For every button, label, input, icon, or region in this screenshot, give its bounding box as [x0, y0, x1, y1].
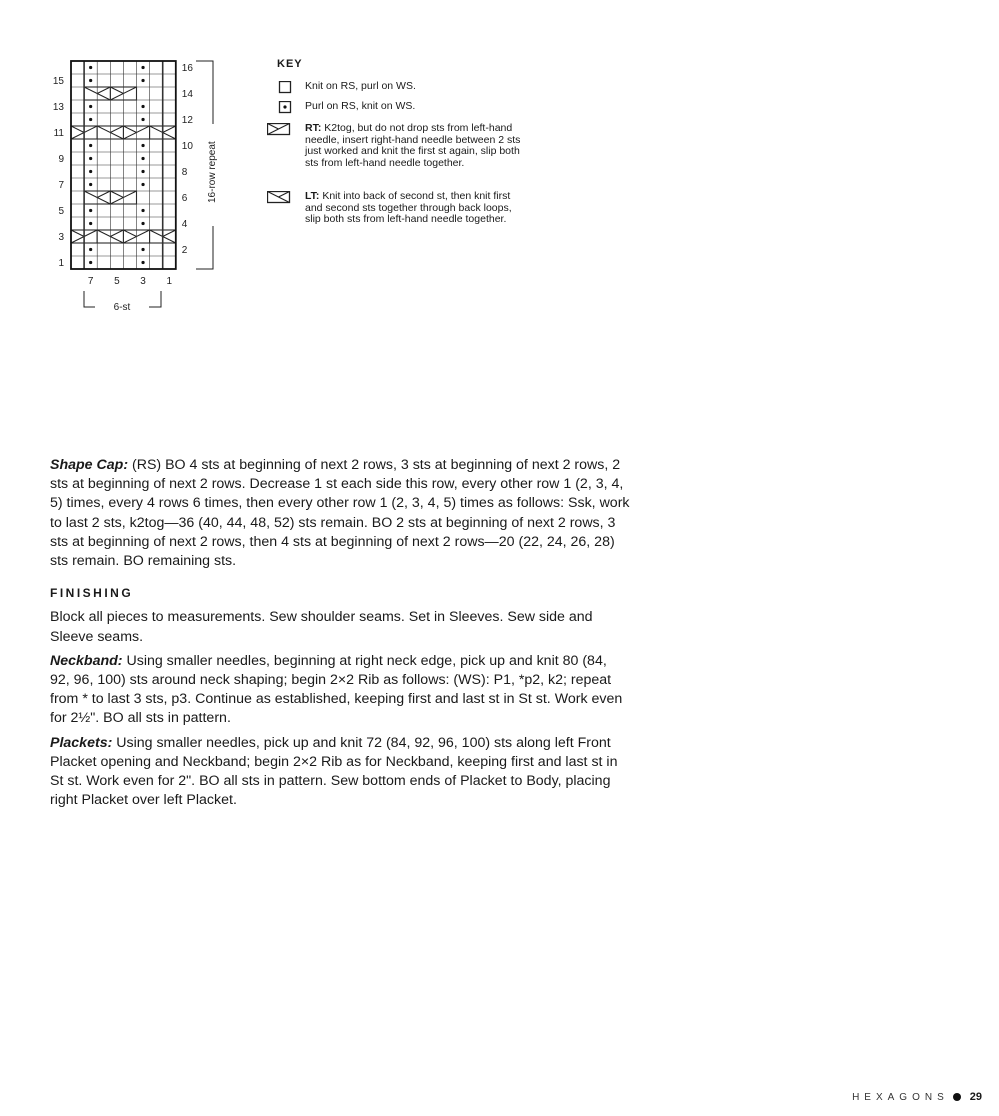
row-number-left: 9	[58, 154, 64, 165]
finishing-heading: FINISHING	[50, 586, 134, 601]
row-number-right: 4	[181, 219, 188, 230]
purl-stitch-mark	[141, 209, 144, 212]
purl-stitch-mark	[89, 66, 92, 69]
purl-symbol-icon	[267, 101, 303, 115]
bullet-icon	[953, 1093, 961, 1101]
purl-stitch-mark	[141, 248, 144, 251]
knit-symbol-icon	[267, 81, 303, 95]
row-number-left: 13	[52, 102, 64, 113]
neckband-body: Using smaller needles, beginning at right neck edge, pick up and knit 80 (84, 92, 96, 100) sts around neck shaping; begin 2×2 Rib as follows: (WS): P1, *p2, k2; repeat from * to last 3 sts, p3. Continue as established, keeping first and last st in St st. Work even for 2½". BO all sts in pattern.	[50, 652, 623, 727]
purl-stitch-mark	[141, 261, 144, 264]
purl-stitch-mark	[141, 144, 144, 147]
neckband-paragraph	[50, 652, 630, 729]
purl-stitch-mark	[141, 183, 144, 186]
purl-stitch-mark	[89, 170, 92, 173]
purl-stitch-mark	[141, 105, 144, 108]
row-number-left: 5	[58, 206, 64, 217]
key-rt-label: RT:	[305, 122, 322, 134]
repeat-label: 16-row repeat	[207, 141, 218, 203]
purl-stitch-mark	[89, 209, 92, 212]
purl-stitch-mark	[89, 105, 92, 108]
stitch-bracket-label: 6-st	[113, 302, 131, 313]
column-number: 5	[114, 276, 120, 287]
key-lt-description: Knit into back of second st, then knit first and second sts together through back loops, slip both sts from left-hand needle together.	[305, 190, 512, 225]
row-number-right: 16	[181, 63, 193, 74]
row-number-left: 3	[58, 232, 64, 243]
repeat-bracket-bottom	[196, 226, 213, 269]
row-number-right: 2	[181, 245, 188, 256]
row-number-left: 15	[52, 76, 64, 87]
stitch-bracket-right	[149, 291, 161, 307]
purl-stitch-mark	[141, 222, 144, 225]
stitch-bracket-left	[84, 291, 95, 307]
key-title: KEY	[277, 58, 303, 70]
column-number: 7	[87, 276, 94, 287]
purl-stitch-mark	[89, 118, 92, 121]
key-knit-text: Knit on RS, purl on WS.	[305, 80, 416, 92]
finishing-paragraph: Block all pieces to measurements. Sew shoulder seams. Set in Sleeves. Sew side and Sleeve seams.	[50, 609, 593, 645]
purl-stitch-mark	[141, 79, 144, 82]
purl-stitch-mark	[89, 248, 92, 251]
row-number-right: 12	[181, 115, 193, 126]
plackets-body: Using smaller needles, pick up and knit 72 (84, 92, 96, 100) sts along left Front Placket opening and Neckband; begin 2×2 Rib as for Neckband, keeping first and last st in St st. Work even for 2". BO all sts in pattern. Sew bottom ends of Placket to Body, placing right Placket over left Placket.	[50, 734, 618, 809]
right-row-numbers	[182, 63, 194, 256]
right-twist-icon	[267, 123, 303, 137]
key-lt-text	[305, 191, 527, 226]
row-number-right: 14	[181, 89, 193, 100]
purl-stitch-mark	[141, 170, 144, 173]
left-row-numbers	[53, 76, 65, 269]
page-number: 29	[969, 1091, 982, 1103]
purl-stitch-mark	[141, 118, 144, 121]
shape-cap-body: (RS) BO 4 sts at beginning of next 2 rows, 3 sts at beginning of next 2 rows, 2 sts at beginning of next 2 rows. Decrease 1 st each side this row, every other row 1 (2, 3, 4, 5) times, every 4 rows 6 times, then every other row 1 (2, 3, 4, 5) times as follows: Ssk, work to last 2 sts, k2tog—36 (40, 44, 48, 52) sts remain. BO 2 sts at beginning of next 2 rows, 3 sts at beginning of next 2 rows, then 4 sts at beginning of next 2 rows—20 (22, 24, 26, 28) sts remain. BO remaining sts.	[50, 457, 630, 570]
pattern-instructions	[50, 456, 630, 815]
row-number-left: 1	[58, 258, 64, 269]
plackets-paragraph	[50, 734, 630, 811]
repeat-bracket-top	[196, 61, 213, 124]
row-number-left: 7	[58, 180, 64, 191]
column-number: 1	[166, 276, 173, 287]
shape-cap-lead: Shape Cap:	[50, 457, 129, 473]
row-number-right: 10	[181, 141, 193, 152]
purl-stitch-mark	[89, 144, 92, 147]
column-number: 3	[140, 276, 146, 287]
shape-cap-paragraph	[50, 456, 630, 571]
purl-stitch-mark	[89, 79, 92, 82]
plackets-lead: Plackets:	[50, 734, 113, 751]
purl-stitch-mark	[89, 222, 92, 225]
key-rt-text	[305, 123, 527, 169]
purl-stitch-mark	[89, 261, 92, 264]
book-title: HEXAGONS	[852, 1091, 949, 1103]
row-number-left: 11	[53, 128, 64, 139]
key-rt-description: K2tog, but do not drop sts from left-hand needle, insert right-hand needle between 2 sts just worked and knit the first st again, slip both sts from left-hand needle together.	[305, 122, 521, 169]
column-numbers	[88, 276, 173, 287]
purl-stitch-mark	[141, 66, 144, 69]
purl-stitch-mark	[89, 157, 92, 160]
key-lt-label: LT:	[305, 190, 320, 202]
key-purl-text: Purl on RS, knit on WS.	[305, 100, 416, 112]
purl-stitch-mark	[141, 157, 144, 160]
left-twist-icon	[267, 191, 303, 205]
neckband-lead: Neckband:	[50, 652, 123, 669]
row-number-right: 8	[181, 167, 188, 178]
row-number-right: 6	[181, 193, 188, 204]
purl-stitch-mark	[89, 183, 92, 186]
page-footer	[852, 1089, 982, 1105]
